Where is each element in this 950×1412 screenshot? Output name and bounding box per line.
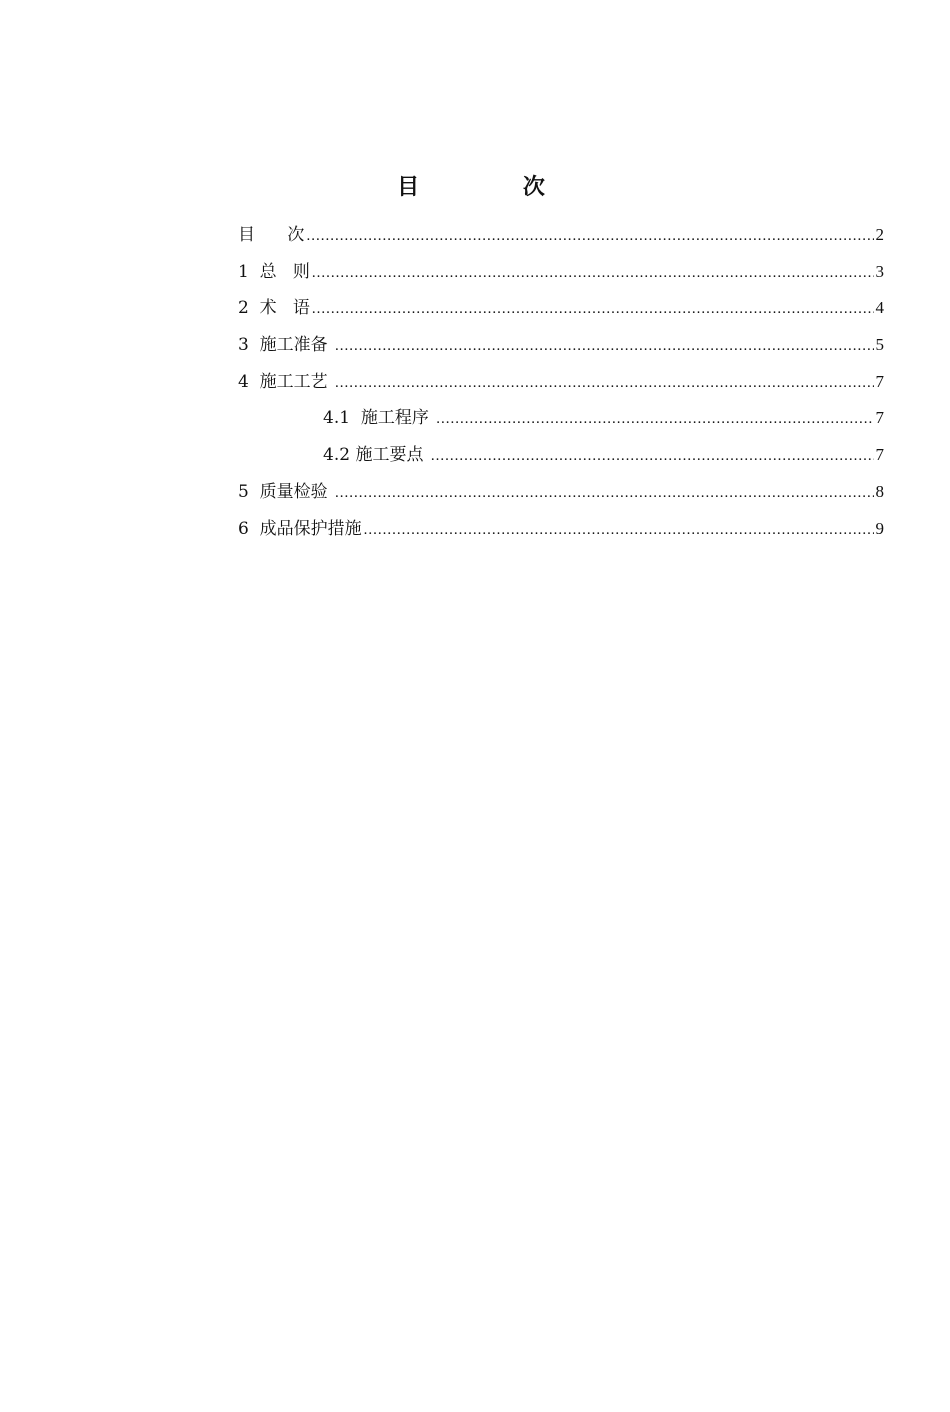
toc-entry-label: 4.1 施工程序 [323,408,435,429]
toc-dot-leader [335,370,873,396]
toc-entry-label: 3 施工准备 [238,335,334,356]
toc-entry-label: 2 术 语 [238,298,310,319]
toc-entry-label: 1 总 则 [238,261,310,282]
toc-dot-leader [364,517,874,543]
toc-entry[interactable] [238,332,884,369]
table-of-contents [238,222,884,552]
toc-entry[interactable] [238,479,884,516]
toc-page-number: 7 [875,445,884,465]
page-title: 目 次 [397,175,593,200]
toc-dot-leader [436,406,873,432]
toc-page-number: 9 [875,518,884,538]
toc-entry[interactable] [238,222,884,259]
toc-page-number: 7 [875,371,884,391]
toc-dot-leader [312,260,874,286]
toc-entry[interactable] [238,295,884,332]
toc-subentry[interactable] [238,442,884,479]
toc-page-number: 5 [875,335,884,355]
toc-entry[interactable] [238,369,884,406]
toc-dot-leader [306,223,873,249]
toc-entry-label: 目 次 [238,225,305,245]
toc-page-number: 2 [875,225,884,244]
toc-page-number: 3 [875,261,884,281]
toc-page-number: 8 [875,481,884,501]
toc-entry-label: 4.2 施工要点 [323,445,429,466]
toc-entry-label: 6 成品保护措施 [238,518,362,539]
toc-entry[interactable] [238,516,884,553]
toc-entry-label: 4 施工工艺 [238,371,334,392]
toc-dot-leader [335,333,873,359]
toc-subentry[interactable] [238,405,884,442]
toc-entry[interactable] [238,259,884,296]
toc-dot-leader [335,480,873,506]
toc-dot-leader [312,296,874,322]
toc-page-number: 4 [875,298,884,318]
toc-page-number: 7 [875,408,884,428]
toc-dot-leader [431,443,874,469]
toc-entry-label: 5 质量检验 [238,481,334,502]
